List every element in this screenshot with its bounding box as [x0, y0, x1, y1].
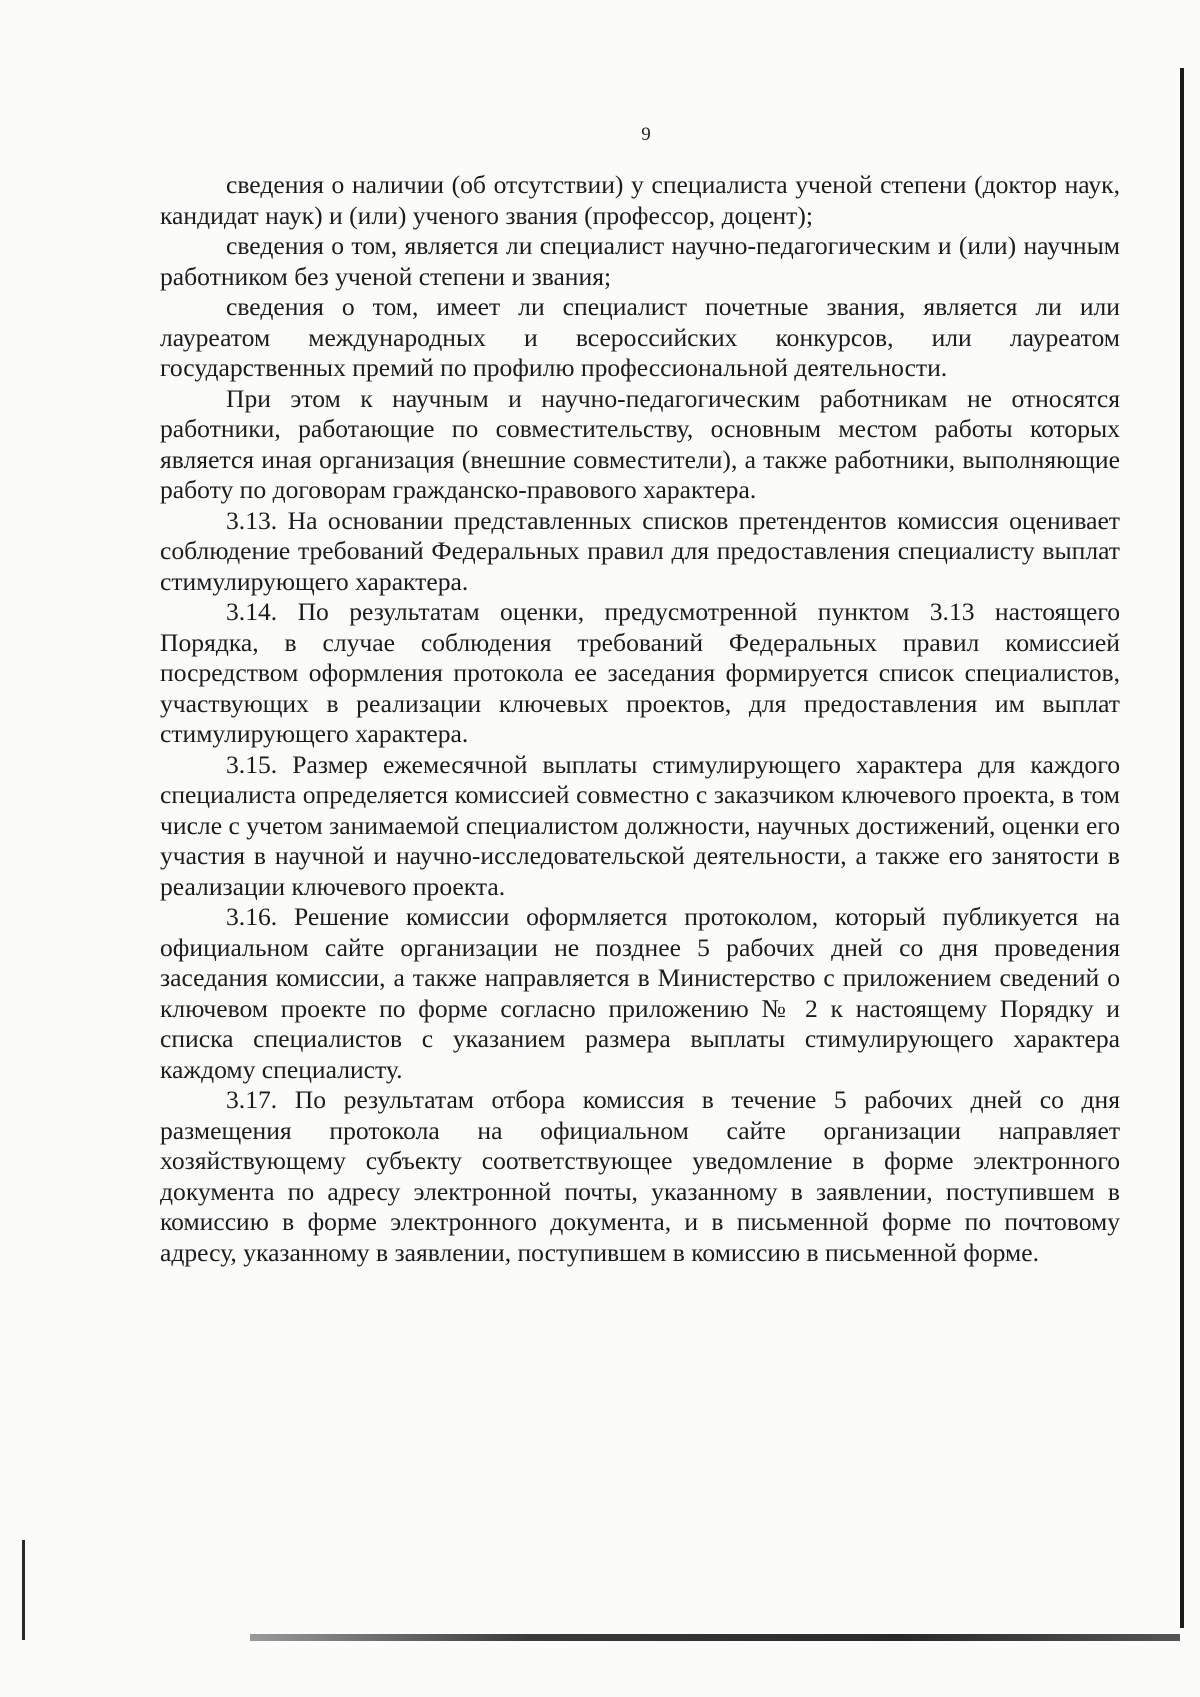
- document-body: [160, 170, 1120, 1268]
- page-number: 9: [641, 124, 651, 145]
- paragraph-3-17: 3.17. По результатам отбора комиссия в течение 5 рабочих дней со дня размещения протокола на официальном сайте организации направляет хозяйствующему субъекту соответствующее уведомление в форме электронного документа по адресу электронной почты, указанному в заявлении, поступившем в комиссию в форме электронного документа, и в письменной форме по почтовому адресу, указанному в заявлении, поступившем в комиссию в письменной форме.: [160, 1085, 1120, 1267]
- scan-edge-right: [1180, 68, 1184, 1628]
- scan-edge-left: [22, 1540, 25, 1640]
- paragraph-research-worker: сведения о том, является ли специалист научно-педагогическим и (или) научным работником без ученой степени и звания;: [160, 231, 1120, 291]
- paragraph-3-16: 3.16. Решение комиссии оформляется протоколом, который публикуется на официальном сайте организации не позднее 5 рабочих дней со дня проведения заседания комиссии, а также направляется в Министерство с приложением сведений о ключевом проекте по форме согласно приложению № 2 к настоящему Порядку и списка специалистов с указанием размера выплаты стимулирующего характера каждому специалисту.: [160, 902, 1120, 1084]
- paragraph-3-14: 3.14. По результатам оценки, предусмотренной пунктом 3.13 настоящего Порядка, в случае соблюдения требований Федеральных правил комиссией посредством оформления протокола ее заседания формируется список специалистов, участвующих в реализации ключевых проектов, для предоставления им выплат стимулирующего характера.: [160, 597, 1120, 748]
- paragraph-3-13: 3.13. На основании представленных списков претендентов комиссия оценивает соблюдение требований Федеральных правил для предоставления специалисту выплат стимулирующего характера.: [160, 505, 1120, 596]
- paragraph-honorary-titles: сведения о том, имеет ли специалист почетные звания, является ли или лауреатом международных и всероссийских конкурсов, или лауреатом государственных премий по профилю профессиональной деятельности.: [160, 292, 1120, 382]
- paragraph-3-15: 3.15. Размер ежемесячной выплаты стимулирующего характера для каждого специалиста определяется комиссией совместно с заказчиком ключевого проекта, в том числе с учетом занимаемой специалистом должности, научных достижений, оценки его участия в научной и научно-исследовательской деятельности, а также его занятости в реализации ключевого проекта.: [160, 749, 1120, 901]
- paragraph-external-part-timers: При этом к научным и научно-педагогическим работникам не относятся работники, работающие по совместительству, основным местом работы которых является иная организация (внешние совместители), а также работники, выполняющие работу по договорам гражданско-правового характера.: [160, 383, 1120, 504]
- scan-edge-bottom: [250, 1634, 1180, 1641]
- paragraph-academic-degree: сведения о наличии (об отсутствии) у специалиста ученой степени (доктор наук, кандидат наук) и (или) ученого звания (профессор, доцент);: [160, 170, 1120, 230]
